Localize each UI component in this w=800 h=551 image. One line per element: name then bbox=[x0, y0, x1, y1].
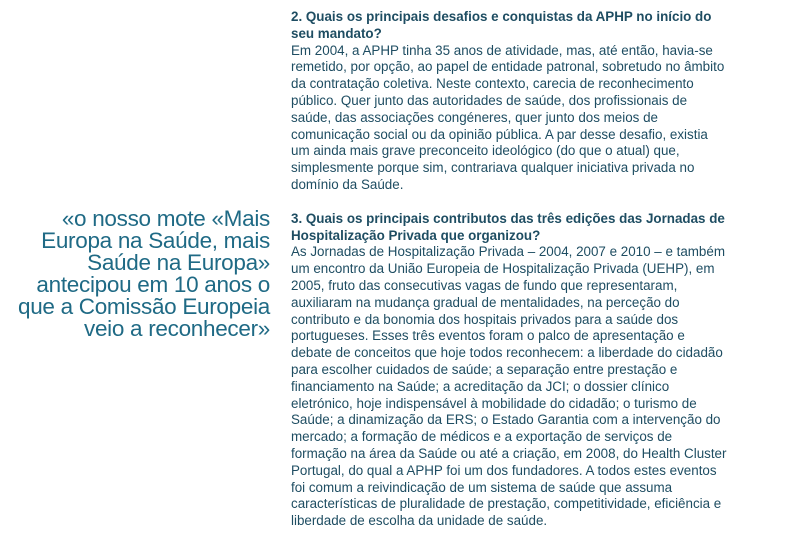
pull-quote: «o nosso mote «Mais Europa na Saúde, mais Saúde na Europa» antecipou em 10 anos o que a Comissão Europeia veio a reconhecer» bbox=[17, 206, 270, 341]
paragraph-spacer bbox=[291, 194, 729, 211]
qa-block-2 bbox=[291, 9, 729, 194]
qa-block-3 bbox=[291, 211, 729, 530]
answer-paragraph: Em 2004, a APHP tinha 35 anos de atividade, mas, até então, havia-se remetido, por opção, ao papel de entidade patronal, sobretudo no âmbito da contratação coletiva. Neste contexto, carecia de reconhecimento público. Quer junto das autoridades de saúde, dos profissionais de saúde, das associações congéneres, quer junto dos meios de comunicação social ou da opinião pública. A par desse desafio, existia um ainda mais grave preconceito ideológico (do que o atual) que, simplesmente porque sim, contrariava qualquer iniciativa privada no domínio da Saúde. bbox=[291, 42, 725, 192]
question-heading: 2. Quais os principais desafios e conquistas da APHP no início do seu mandato? bbox=[291, 9, 712, 41]
question-heading: 3. Quais os principais contributos das três edições das Jornadas de Hospitalização Privada que organizou? bbox=[291, 210, 725, 243]
interview-article bbox=[291, 9, 729, 530]
answer-paragraph: As Jornadas de Hospitalização Privada – 2004, 2007 e 2010 – e também um encontro da União Europeia de Hospitalização Privada (UEHP), em 2005, fruto das consecutivas vagas de fundo que representaram, auxiliaram na mudança gradual de mentalidades, na perceção do contributo e da bonomia dos hospitais privados para a saúde dos portugueses. Esses três eventos foram o palco de apresentação e debate de conceitos que hoje todos reconhecem: a liberdade do cidadão para escolher cuidados de saúde; a separação entre prestação e financiamento na Saúde; a acreditação da JCI; o dossier clínico eletrónico, hoje indispensável à mobilidade do cidadão; o turismo de Saúde; a dinamização da ERS; o Estado Garantia com a intervenção do mercado; a formação de médicos e a exportação de serviços de formação na área da Saúde ou até a criação, em 2008, do Health Cluster Portugal, do qual a APHP foi um dos fundadores. A todos estes eventos foi comum a reivindicação de um sistema de saúde que assuma características de pluralidade de prestação, competitividade, eficiência e liberdade de escolha da unidade de saúde. bbox=[291, 244, 727, 529]
